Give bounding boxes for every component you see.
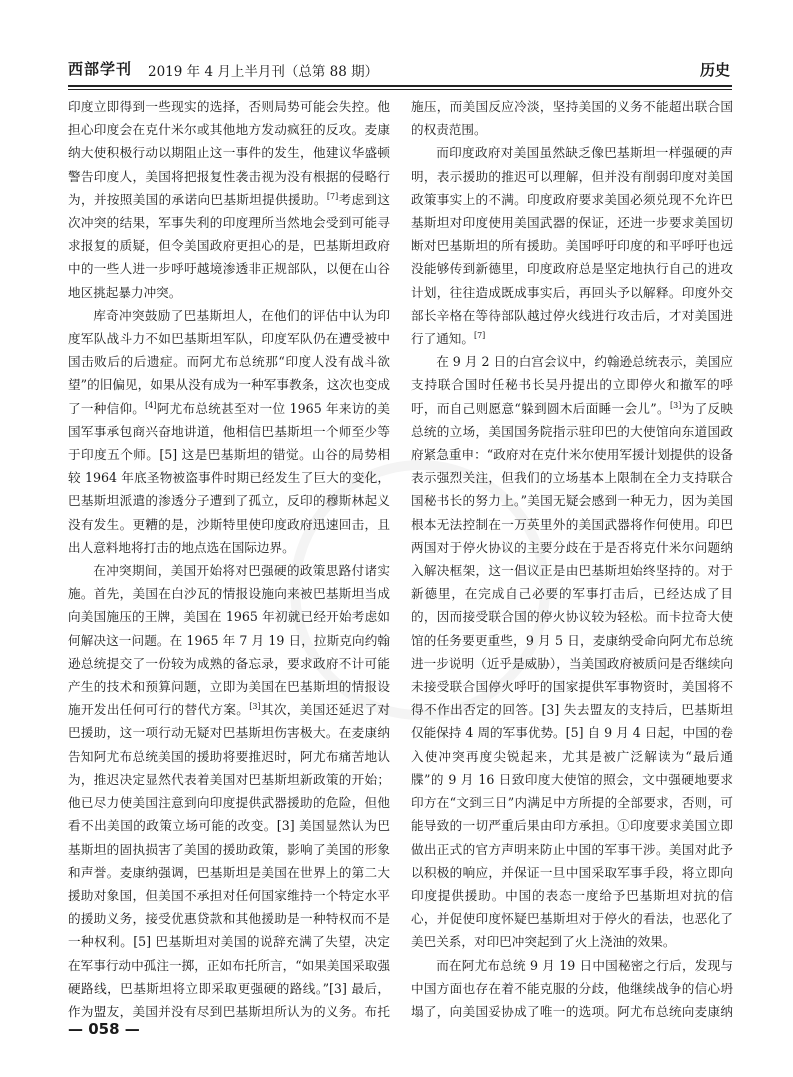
paragraph-text: 库奇冲突鼓励了巴基斯坦人，在他们的评估中认为印度军队战斗力不如巴基斯坦军队，印度军队仍在遭受被中国击败后的后遗症。而阿尤布总统那“印度人没有战斗欲望”的旧偏见，如果从没有成为一种军事教条，这次也变成了一种信仰。 <box>68 307 390 416</box>
citation-note: [7] <box>326 191 339 201</box>
paragraph <box>68 95 390 304</box>
section-name: 历史 <box>699 61 730 79</box>
header-rule-thin <box>68 89 732 90</box>
paragraph <box>411 141 733 350</box>
left-column <box>68 95 390 1025</box>
paragraph <box>411 350 733 953</box>
right-column <box>411 95 733 1025</box>
paragraph <box>411 954 733 1025</box>
paragraph <box>411 95 733 141</box>
paragraph-text: 而印度政府对美国虽然缺乏像巴基斯坦一样强硬的声明，表示援助的推迟可以理解，但并没有削弱印度对美国政策事实上的不满。印度政府要求美国必须兑现不允许巴基斯坦对印度使用美国武器的保证，还进一步要求美国切断对巴基斯坦的所有援助。美国呼吁印度的和平呼吁也远没能够传到新德里，印度政府总是坚定地执行自己的进攻计划，往往造成既成事实后，再回头予以解释。印度外交部长辛格在等待部队越过停火线进行攻击后，才对美国进行了通知。 <box>411 145 733 347</box>
paragraph-text: 印度立即得到一些现实的选择，否则局势可能会失控。他担心印度会在克什米尔或其他地方发动疯狂的反攻。麦康纳大使积极行动以期阻止这一事件的发生，他建议华盛顿警告印度人，美国将把报复性袭击视为没有根据的侵略行为，并按照美国的承诺向巴基斯坦提供援助。 <box>68 99 390 207</box>
paragraph-tail: 其次，美国还延迟了对巴援助，这一项行动无疑对巴基斯坦伤害极大。在麦康纳告知阿尤布总统美国的援助将要推迟时，阿尤布痛苦地认为，推迟决定显然代表着美国对巴基斯坦新政策的开始；他已尽力使美国注意到向印度提供武器援助的危险，但他看不出美国的政策立场可能的改变。[3] 美国显然认为巴基斯坦的固执损害了美国的援助政策，影响了美国的形象和声誉。麦康纳强调，巴基斯坦是美国在世界上的第二大援助对象国，但美国不承担对任何国家维持一个特定水平的援助义务，接受优惠贷款和其他援助是一种特权而不是一种权利。[5] 巴基斯坦对美国的说辞充满了失望，决定在军事行动中孤注一掷，正如布托所言，“如果美国采取强硬路线，巴基斯坦将立即采取更强硬的路线。”[3] 最后，作为盟友，美国并没有尽到巴基斯坦所认为的义务。布托 <box>68 702 390 1019</box>
journal-name: 西部学刊 <box>68 60 133 78</box>
paragraph <box>68 304 390 559</box>
paragraph-text: 在冲突期间，美国开始将对巴强硬的政策思路付诸实施。首先，美国在白沙瓦的情报设施向来被巴基斯坦当成向美国施压的王牌，美国在 1965 年初就已经开始考虑如何解决这一问题。在 1965 年 7 月 19 日，拉斯克向约翰逊总统提交了一份较为成熟的备忘录，要求政府不计可能产生的技术和预算问题，立即为美国在巴基斯坦的情报设施开发出任何可行的替代方案。 <box>68 563 390 718</box>
page-number: — 058 — <box>68 1020 140 1038</box>
paragraph-tail: 阿尤布总统甚至对一位 1965 年来访的美国军事承包商兴奋地讲道，他相信巴基斯坦一个师至少等于印度五个师。[5] 这是巴基斯坦的错觉。山谷的局势相较 1964 年底圣物被盗事件时期已经发生了巨大的变化，巴基斯坦派遣的渗透分子遭到了孤立，反印的穆斯林起义没有发生。更糟的是，沙斯特里使印度政府迅速回击，且出人意料地将打击的地点选在国际边界。 <box>68 400 390 555</box>
running-header <box>68 56 732 82</box>
paragraph <box>68 559 390 1025</box>
paragraph-text: 而在阿尤布总统 9 月 19 日中国秘密之行后，发现与中国方面也存在着不能克服的分歧，他继续战争的信心坍塌了，向美国妥协成了唯一的选项。阿尤布总统向麦康纳 <box>411 957 733 1019</box>
paragraph-tail: 为了反映总统的立场，美国国务院指示驻印巴的大使馆向东道国政府紧急重申：“政府对在克什米尔使用军援计划提供的设备表示强烈关注，但我们的立场基本上限制在全力支持联合国秘书长的努力上。”美国无疑会感到一种无力，因为美国根本无法控制在一万英里外的美国武器将作何使用。印巴两国对于停火协议的主要分歧在于是否将克什米尔问题纳入解决框架，这一倡议正是由巴基斯坦始终坚持的。对于新德里，在完成自己必要的军事打击后，已经达成了目的，因而接受联合国的停火协议较为轻松。而卡拉奇大使馆的任务要更重些，9 月 5 日，麦康纳受命向阿尤布总统进一步说明（近乎是威胁），当美国政府被质问是否继续向未接受联合国停火呼吁的国家提供军事物资时，美国将不得不作出否定的回答。[3] 失去盟友的支持后，巴基斯坦仅能保持 4 周的军事优势。[5] 自 9 月 4 日起，中国的卷入使冲突再度尖锐起来，尤其是被广泛解读为“最后通牒”的 9 月 16 日致印度大使馆的照会，文中强硬地要求印方在“文到三日”内满足中方所提的全部要求，否则，可能导致的一切严重后果由印方承担。①印度要求美国立即做出正式的官方声明来防止中国的军事干涉。美国对此予以积极的响应，并保证一旦中国采取军事手段，将立即向印度提供援助。中国的表态一度给予巴基斯坦对抗的信心，并促使印度怀疑巴基斯坦对于停火的看法，也恶化了美巴关系，对印巴冲突起到了火上浇油的效果。 <box>411 400 733 950</box>
citation-note: [4] <box>145 400 157 410</box>
citation-note: [3] <box>669 400 682 410</box>
paragraph-text: 在 9 月 2 日的白宫会议中，约翰逊总统表示，美国应支持联合国时任秘书长吴丹提出的立即停火和撤军的呼吁，而自己则愿意“躲到圆木后面睡一会儿”。 <box>411 354 733 416</box>
paragraph-text: 施压，而美国反应冷淡，坚持美国的义务不能超出联合国的权责范围。 <box>411 99 733 138</box>
citation-note: [3] <box>249 702 261 712</box>
citation-note: [7] <box>473 330 486 340</box>
header-rule-thick <box>68 85 732 87</box>
issue-info: 2019 年 4 月上半月刊（总第 88 期） <box>148 64 379 80</box>
paragraph-tail: 考虑到这次冲突的结果，军事失利的印度理所当然地会受到可能寻求报复的质疑，但令美国政府更担心的是，巴基斯坦政府中的一些人进一步呼吁越境渗透非正规部队，以便在山谷地区挑起暴力冲突。 <box>68 191 390 300</box>
